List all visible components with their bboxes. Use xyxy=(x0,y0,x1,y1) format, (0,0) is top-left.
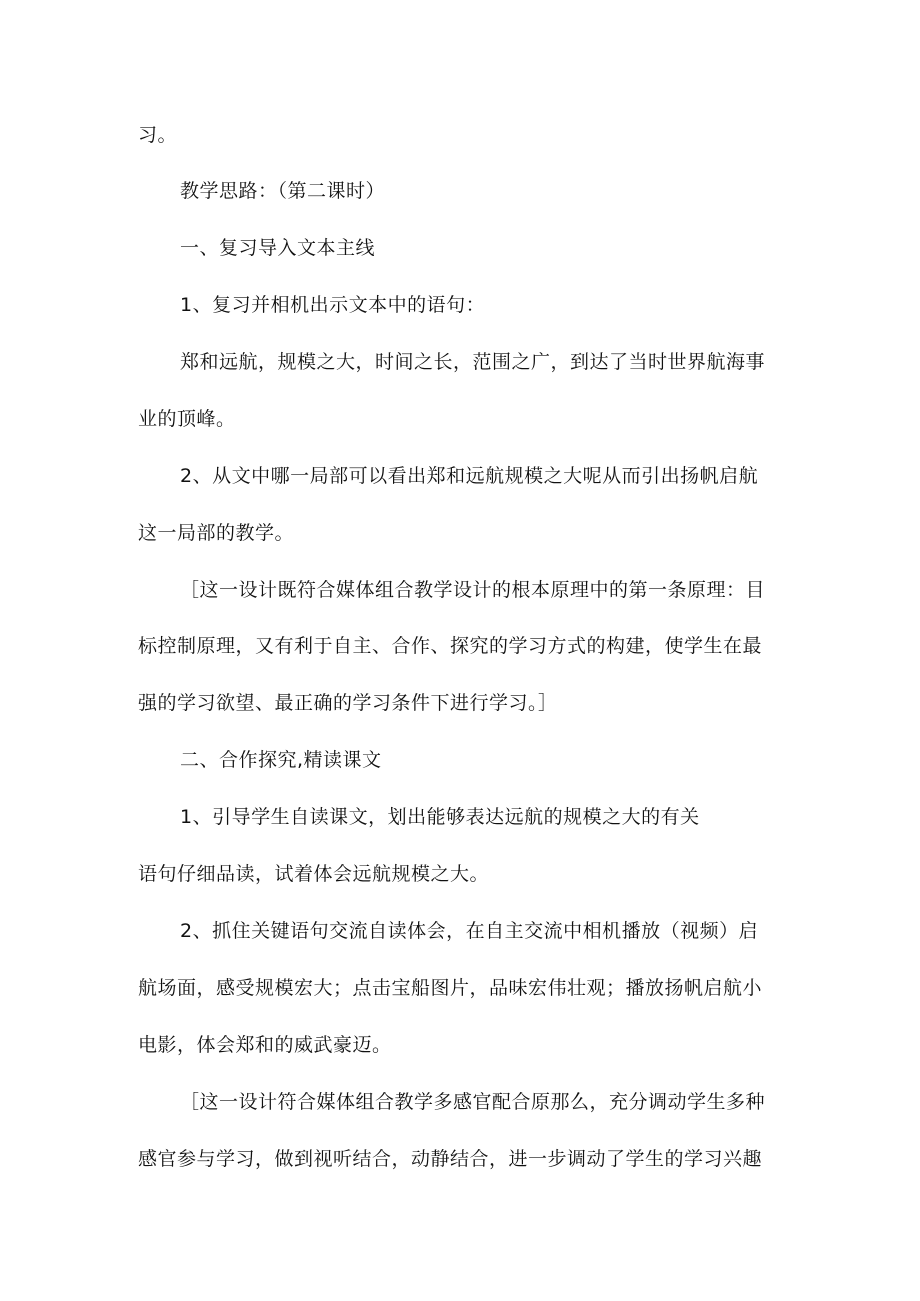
section-heading-2: 二、合作探究,精读课文 xyxy=(180,749,382,771)
text-line: 语句仔细品读，试着体会远航规模之大。 xyxy=(138,863,490,885)
text-line: 感官参与学习，做到视听结合，动静结合，进一步调动了学生的学习兴趣 xyxy=(138,1148,763,1170)
text-line: 郑和远航，规模之大，时间之长，范围之广，到达了当时世界航海事 xyxy=(180,351,766,373)
text-line: 这一局部的教学。 xyxy=(138,522,295,544)
text-line: 习。 xyxy=(138,124,178,146)
section-heading-1: 一、复习导入文本主线 xyxy=(180,237,376,259)
text-line: 2、从文中哪一局部可以看出郑和远航规模之大呢从而引出扬帆启航 xyxy=(180,465,759,487)
text-line: 1、引导学生自读课文，划出能够表达远航的规模之大的有关 xyxy=(180,806,700,828)
text-line: 2、抓住关键语句交流自读体会，在自主交流中相机播放（视频）启 xyxy=(180,920,759,942)
text-line: 标控制原理，又有利于自主、合作、探究的学习方式的构建，使学生在最 xyxy=(138,635,763,657)
text-line: 1、复习并相机出示文本中的语句： xyxy=(180,294,486,316)
text-line: 航场面，感受规模宏大；点击宝船图片，品味宏伟壮观；播放扬帆启航小 xyxy=(138,977,763,999)
text-line: ［这一设计既符合媒体组合教学设计的根本原理中的第一条原理：目 xyxy=(180,579,766,601)
lesson-plan-heading: 教学思路：（第二课时） xyxy=(180,180,386,202)
text-line: 强的学习欲望、最正确的学习条件下进行学习。］ xyxy=(138,692,558,714)
text-line: 电影，体会郑和的威武豪迈。 xyxy=(138,1034,392,1056)
text-line: 业的顶峰。 xyxy=(138,408,236,430)
text-line: ［这一设计符合媒体组合教学多感官配合原那么，充分调动学生多种 xyxy=(180,1091,766,1113)
